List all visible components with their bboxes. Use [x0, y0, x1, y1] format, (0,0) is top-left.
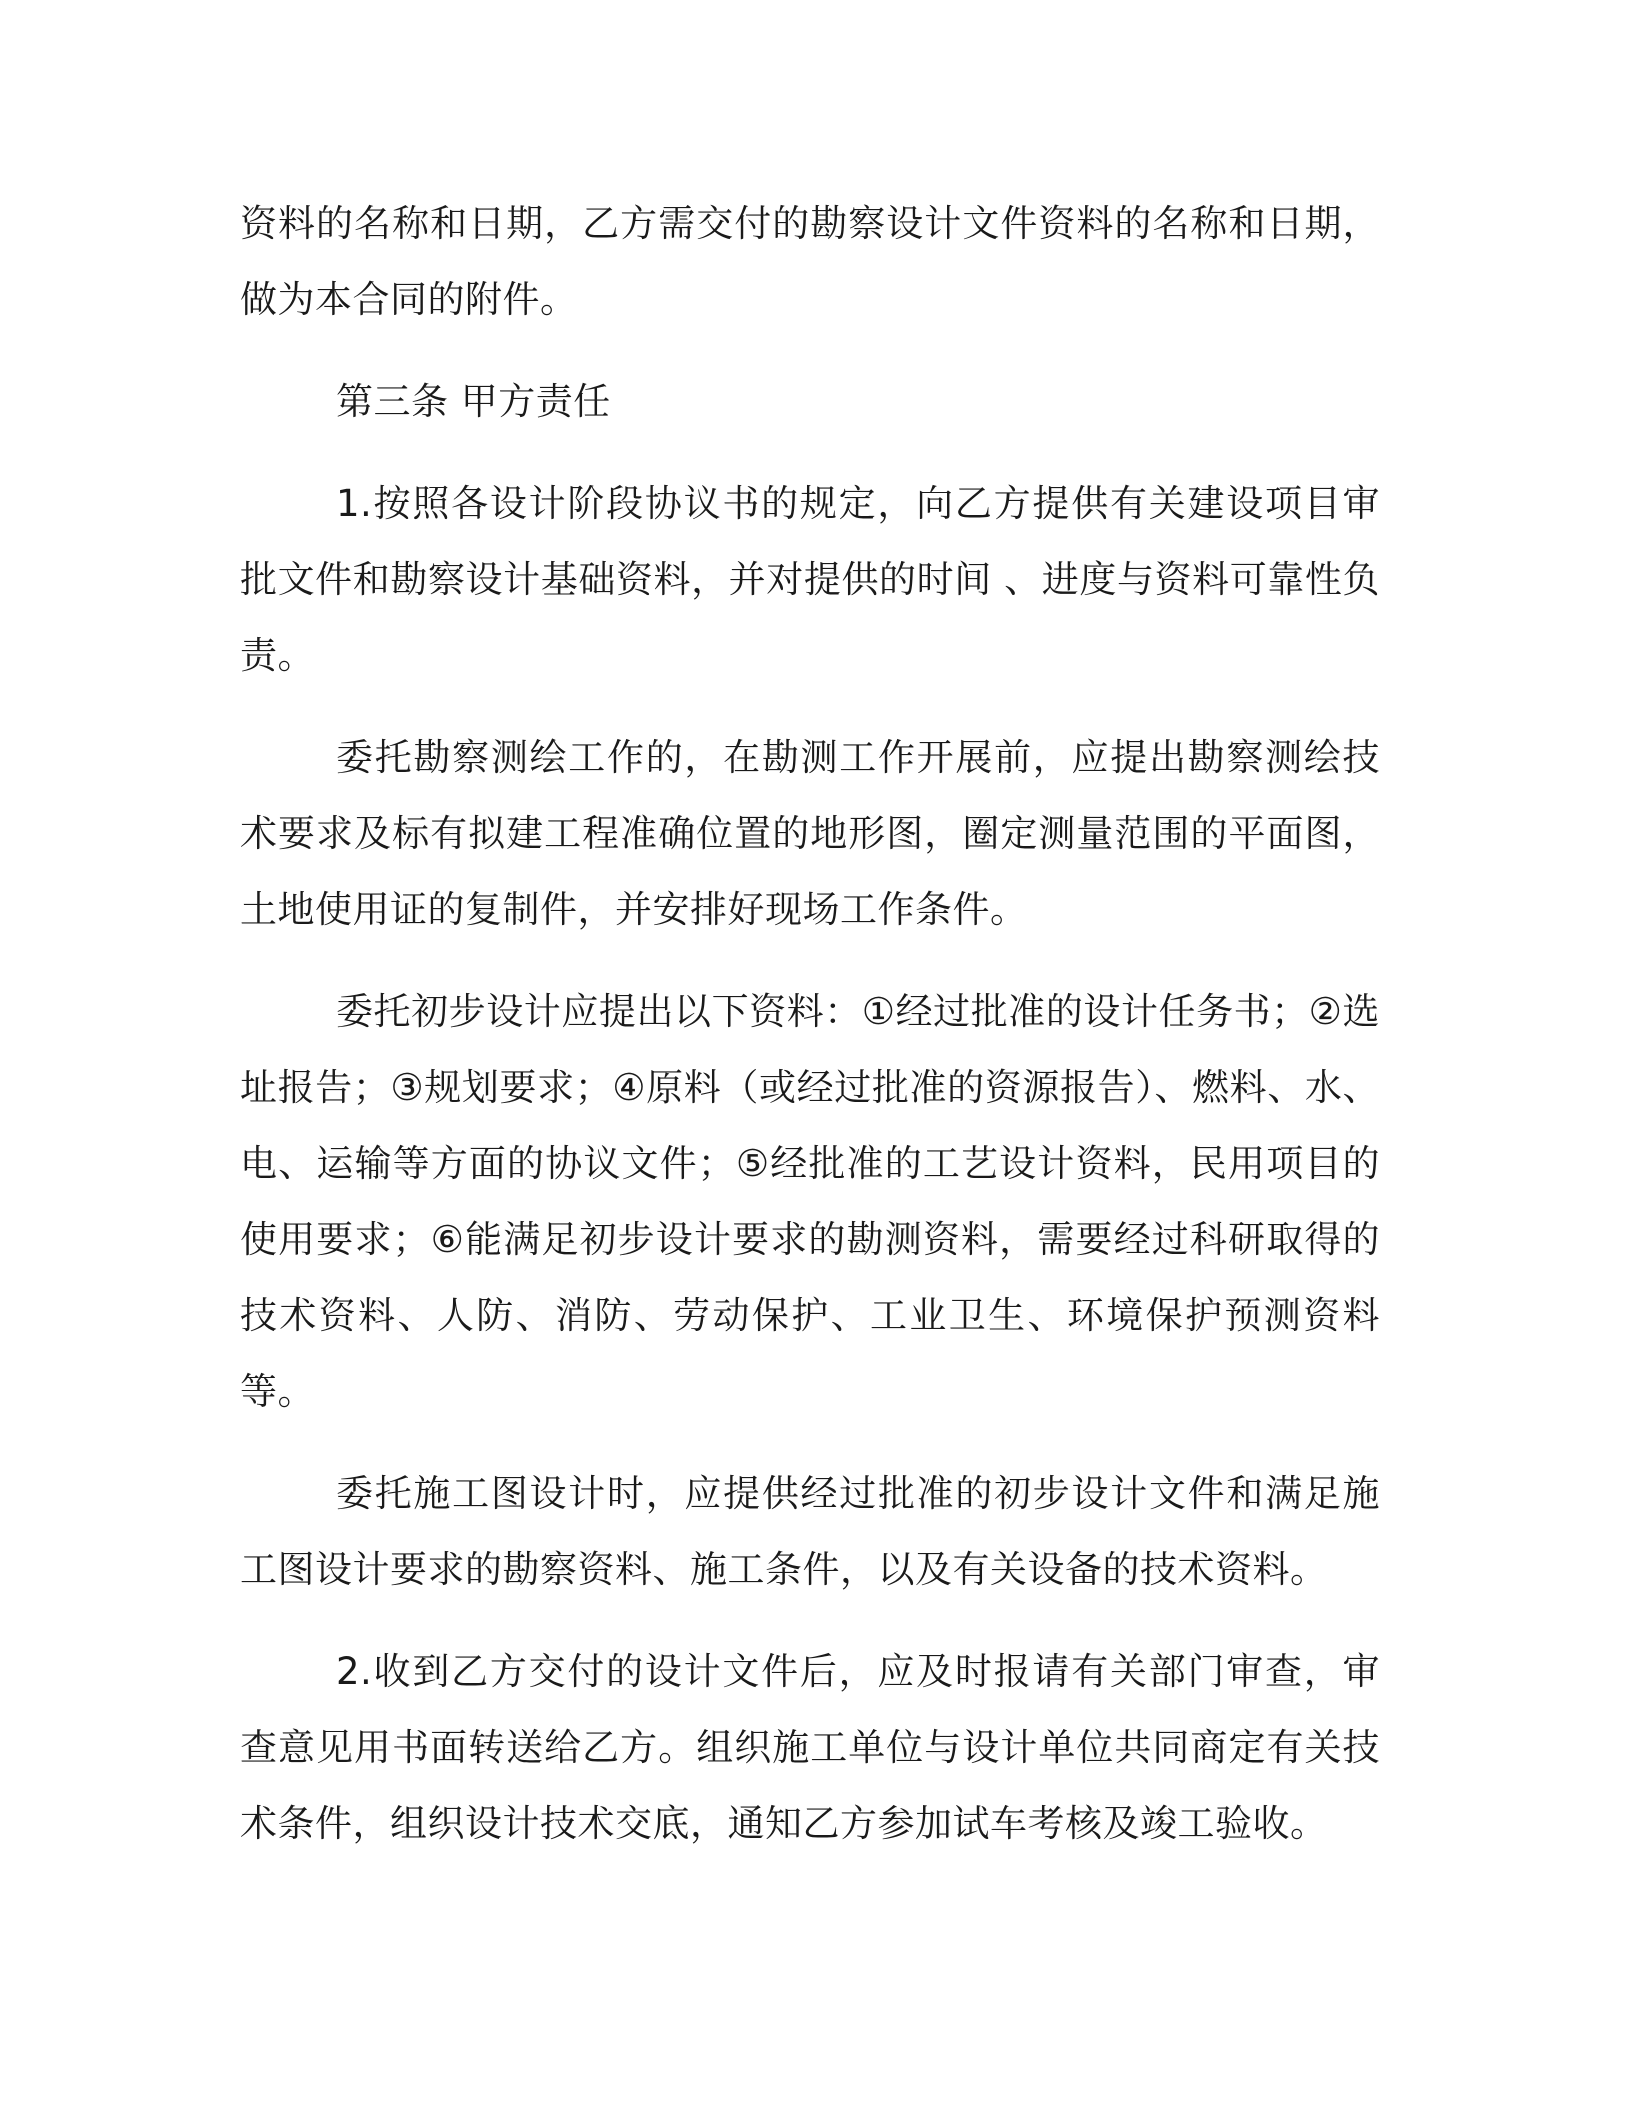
- paragraph-attachments: 资料的名称和日期，乙方需交付的勘察设计文件资料的名称和日期，做为本合同的附件。: [240, 202, 1380, 321]
- paragraph-construction-drawing: 委托施工图设计时，应提供经过批准的初步设计文件和满足施工图设计要求的勘察资料、施工条件，以及有关设备的技术资料。: [240, 1472, 1380, 1591]
- paragraph-clause-2: 2.收到乙方交付的设计文件后，应及时报请有关部门审查，审查意见用书面转送给乙方。组织施工单位与设计单位共同商定有关技术条件，组织设计技术交底，通知乙方参加试车考核及竣工验收。: [240, 1650, 1380, 1845]
- section-heading-party-a-duties: 第三条 甲方责任: [336, 380, 611, 423]
- paragraph-preliminary-design: 委托初步设计应提出以下资料：①经过批准的设计任务书；②选址报告；③规划要求；④原料（或经过批准的资源报告）、燃料、水、电、运输等方面的协议文件；⑤经批准的工艺设计资料，民用项目的使用要求；⑥能满足初步设计要求的勘测资料，需要经过科研取得的技术资料、人防、消防、劳动保护、工业卫生、环境保护预测资料等。: [240, 990, 1380, 1413]
- document-body: [240, 186, 1380, 1862]
- paragraph-clause-1: 1.按照各设计阶段协议书的规定，向乙方提供有关建设项目审批文件和勘察设计基础资料，并对提供的时间 、进度与资料可靠性负责。: [240, 482, 1380, 677]
- paragraph-survey-commission: 委托勘察测绘工作的，在勘测工作开展前，应提出勘察测绘技术要求及标有拟建工程准确位置的地形图，圈定测量范围的平面图，土地使用证的复制件，并安排好现场工作条件。: [240, 736, 1380, 931]
